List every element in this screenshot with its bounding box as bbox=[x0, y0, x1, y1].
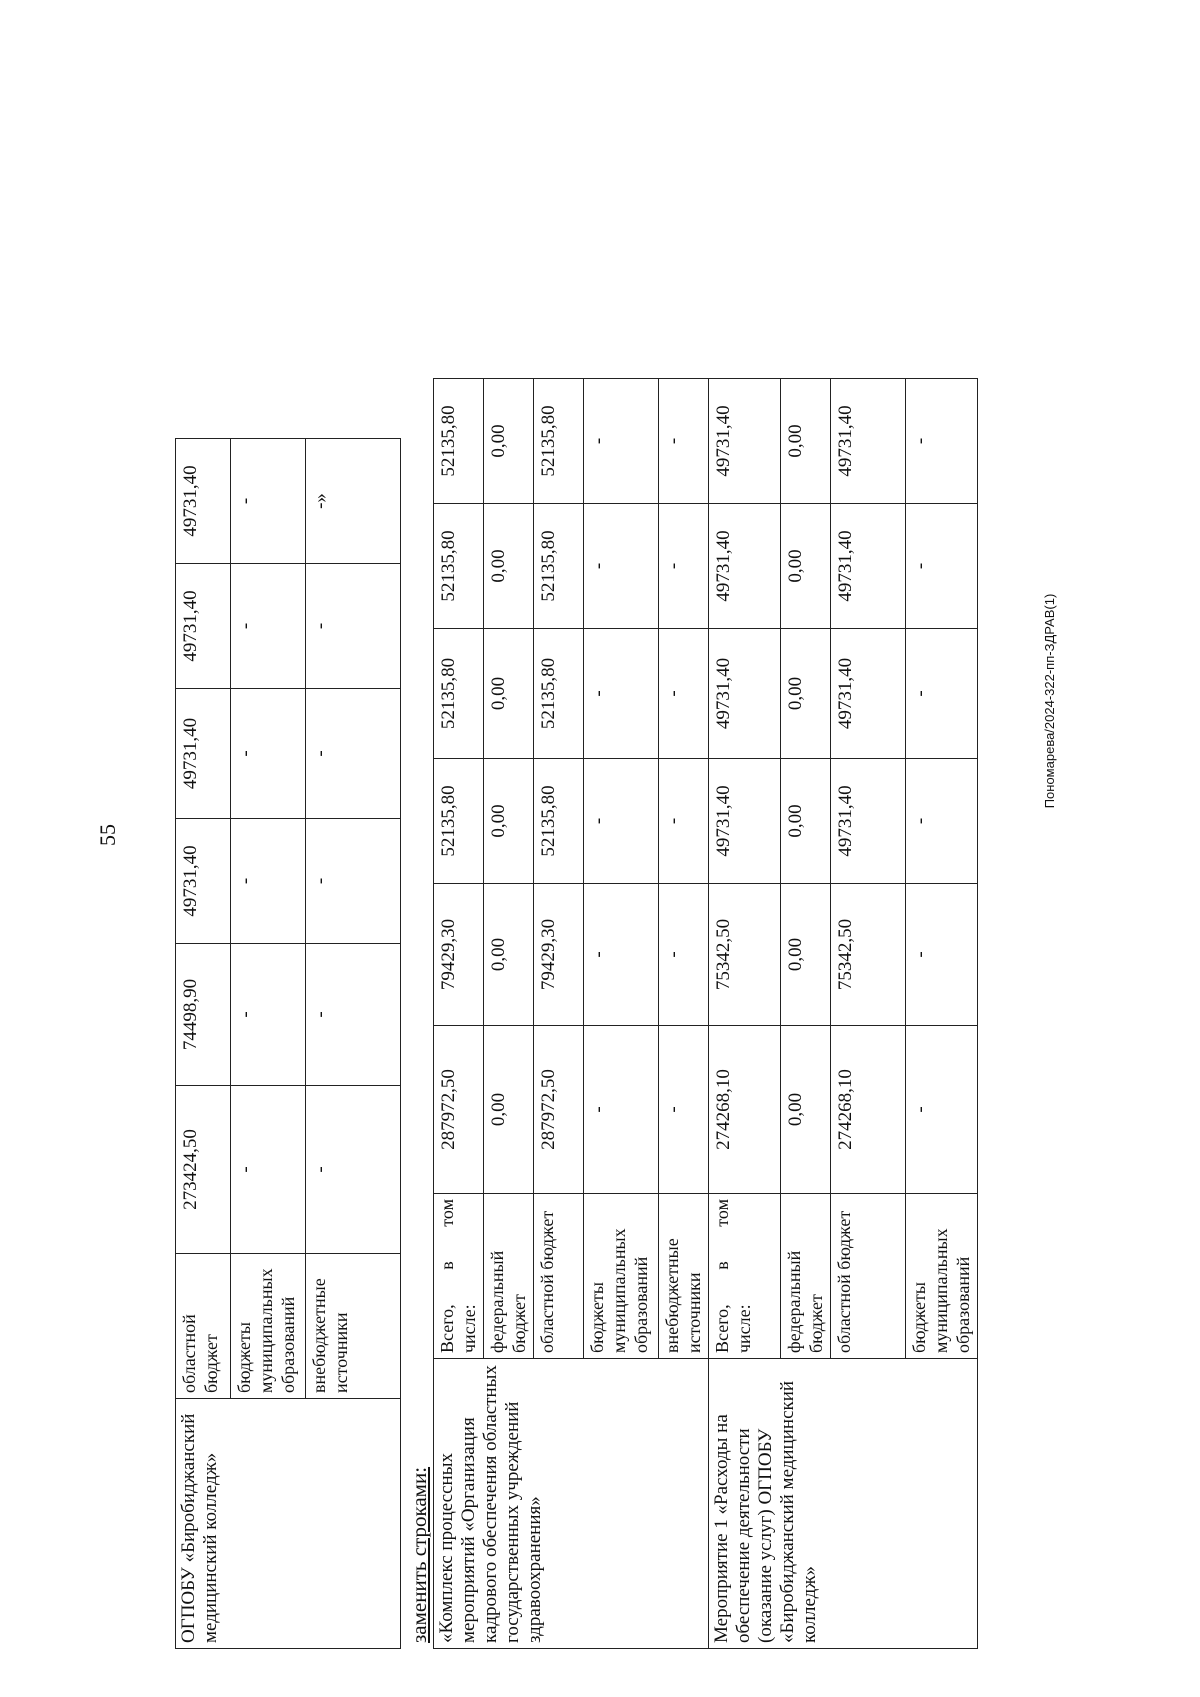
value-cell: - bbox=[906, 759, 978, 884]
table-row bbox=[709, 379, 781, 1649]
value-cell: 52135,80 bbox=[434, 379, 484, 504]
value-cell: 49731,40 bbox=[831, 629, 906, 759]
complex-description: «Комплекс процессных мероприятий «Организация кадрового обеспечения областных государственных учреждений здравоохранения» bbox=[434, 1359, 709, 1649]
value-cell: 0,00 bbox=[484, 759, 534, 884]
source-total-line: Всего, в том bbox=[437, 1199, 457, 1353]
value-cell: - bbox=[659, 884, 709, 1026]
value-cell: - bbox=[659, 759, 709, 884]
value-cell: - bbox=[231, 564, 306, 689]
value-cell: 49731,40 bbox=[709, 629, 781, 759]
value-cell: - bbox=[231, 819, 306, 944]
table-row bbox=[176, 439, 231, 1649]
source-cell: областной бюджет bbox=[534, 1194, 584, 1359]
value-cell: 52135,80 bbox=[434, 504, 484, 629]
value-cell: - bbox=[306, 819, 401, 944]
value-cell: - bbox=[584, 629, 659, 759]
value-cell: -» bbox=[306, 439, 401, 564]
source-cell: федеральный бюджет bbox=[484, 1194, 534, 1359]
value-cell: 49731,40 bbox=[176, 439, 231, 564]
value-cell: 0,00 bbox=[781, 379, 831, 504]
value-cell: - bbox=[659, 1026, 709, 1194]
value-cell: - bbox=[906, 884, 978, 1026]
value-cell: 49731,40 bbox=[831, 759, 906, 884]
document-code: Пономарева/2024-322-пп-ЗДРАВ(1) bbox=[1042, 593, 1057, 809]
value-cell: 79429,30 bbox=[434, 884, 484, 1026]
value-cell: - bbox=[231, 689, 306, 819]
value-cell: - bbox=[231, 1086, 306, 1254]
value-cell: 49731,40 bbox=[831, 504, 906, 629]
value-cell: 49731,40 bbox=[176, 564, 231, 689]
value-cell: 49731,40 bbox=[709, 759, 781, 884]
source-cell: Всего, в том числе: bbox=[709, 1194, 781, 1359]
value-cell: 52135,80 bbox=[434, 629, 484, 759]
value-cell: 0,00 bbox=[484, 629, 534, 759]
value-cell: - bbox=[906, 629, 978, 759]
value-cell: 287972,50 bbox=[534, 1026, 584, 1194]
value-cell: - bbox=[584, 504, 659, 629]
value-cell: 49731,40 bbox=[176, 689, 231, 819]
value-cell: 49731,40 bbox=[709, 504, 781, 629]
source-cell: федеральный бюджет bbox=[781, 1194, 831, 1359]
value-cell: - bbox=[306, 1086, 401, 1254]
value-cell: 287972,50 bbox=[434, 1026, 484, 1194]
replace-instruction: заменить строками: bbox=[407, 1466, 431, 1643]
value-cell: 0,00 bbox=[781, 884, 831, 1026]
value-cell: - bbox=[659, 379, 709, 504]
value-cell: - bbox=[906, 504, 978, 629]
source-cell: областной бюджет bbox=[831, 1194, 906, 1359]
page-number: 55 bbox=[95, 824, 120, 846]
value-cell: 274268,10 bbox=[831, 1026, 906, 1194]
source-cell: областной бюджет bbox=[176, 1254, 231, 1399]
top-table bbox=[175, 438, 401, 1649]
value-cell: - bbox=[231, 439, 306, 564]
value-cell: 49731,40 bbox=[709, 379, 781, 504]
value-cell: 52135,80 bbox=[534, 759, 584, 884]
value-cell: 0,00 bbox=[484, 379, 534, 504]
value-cell: 0,00 bbox=[484, 504, 534, 629]
value-cell: - bbox=[584, 379, 659, 504]
value-cell: - bbox=[584, 759, 659, 884]
value-cell: - bbox=[584, 884, 659, 1026]
source-total-line: Всего, в том bbox=[712, 1199, 732, 1353]
value-cell: 52135,80 bbox=[534, 629, 584, 759]
value-cell: - bbox=[659, 629, 709, 759]
source-cell: бюджеты муниципальных образований bbox=[584, 1194, 659, 1359]
value-cell: 49731,40 bbox=[831, 379, 906, 504]
value-cell: 273424,50 bbox=[176, 1086, 231, 1254]
value-cell: 74498,90 bbox=[176, 944, 231, 1086]
value-cell: - bbox=[231, 944, 306, 1086]
value-cell: 52135,80 bbox=[534, 379, 584, 504]
value-cell: 52135,80 bbox=[534, 504, 584, 629]
value-cell: 79429,30 bbox=[534, 884, 584, 1026]
value-cell: 0,00 bbox=[484, 1026, 534, 1194]
table-row bbox=[434, 379, 484, 1649]
value-cell: 0,00 bbox=[781, 504, 831, 629]
value-cell: 0,00 bbox=[781, 759, 831, 884]
value-cell: - bbox=[659, 504, 709, 629]
value-cell: - bbox=[306, 564, 401, 689]
source-cell: бюджеты муниципальных образований bbox=[231, 1254, 306, 1399]
value-cell: 274268,10 bbox=[709, 1026, 781, 1194]
value-cell: 52135,80 bbox=[434, 759, 484, 884]
value-cell: - bbox=[906, 1026, 978, 1194]
value-cell: 0,00 bbox=[484, 884, 534, 1026]
value-cell: - bbox=[584, 1026, 659, 1194]
value-cell: 75342,50 bbox=[709, 884, 781, 1026]
value-cell: - bbox=[906, 379, 978, 504]
row-description: ОГПОБУ «Биробиджанский медицинский колледж» bbox=[176, 1399, 401, 1649]
value-cell: 75342,50 bbox=[831, 884, 906, 1026]
source-cell: бюджеты муниципальных образований bbox=[906, 1194, 978, 1359]
value-cell: 0,00 bbox=[781, 1026, 831, 1194]
replacement-table bbox=[433, 378, 978, 1649]
measure-description: Мероприятие 1 «Расходы на обеспечение деятельности (оказание услуг) ОГПОБУ «Биробиджанский медицинский колледж» bbox=[709, 1359, 978, 1649]
value-cell: 0,00 bbox=[781, 629, 831, 759]
rotated-page-content bbox=[175, 99, 1075, 1649]
value-cell: - bbox=[306, 689, 401, 819]
value-cell: - bbox=[306, 944, 401, 1086]
source-cell: Всего, в том числе: bbox=[434, 1194, 484, 1359]
source-cell: внебюджетные источники bbox=[306, 1254, 401, 1399]
source-cell: внебюджетные источники bbox=[659, 1194, 709, 1359]
value-cell: 49731,40 bbox=[176, 819, 231, 944]
